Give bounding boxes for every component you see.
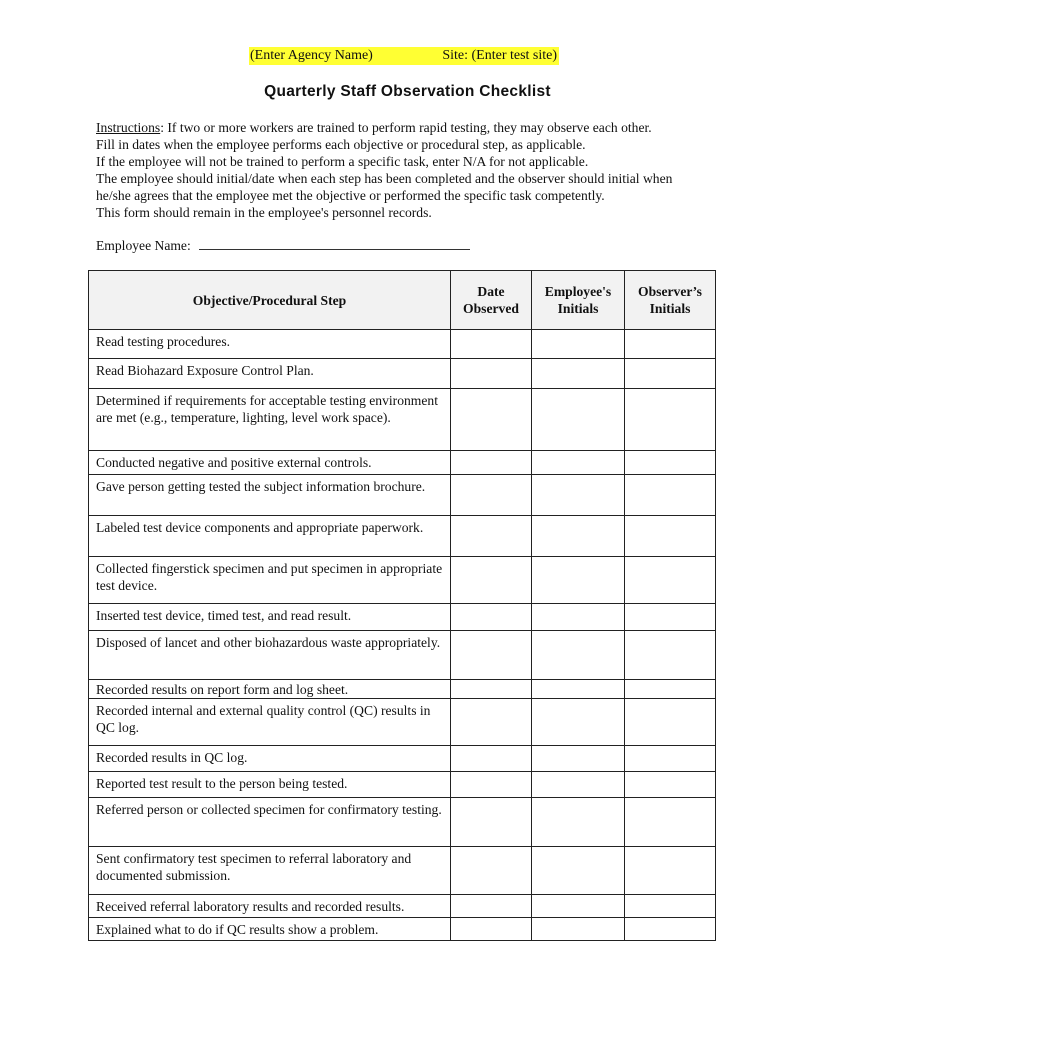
agency-name-placeholder: (Enter Agency Name) xyxy=(250,48,373,63)
instructions-line: This form should remain in the employee's personnel records. xyxy=(96,205,432,220)
instructions-label: Instructions xyxy=(96,120,161,135)
date-observed-cell[interactable] xyxy=(451,451,532,475)
step-cell: Reported test result to the person being tested. xyxy=(89,772,451,798)
agency-site-header xyxy=(249,47,559,65)
instructions-line: Fill in dates when the employee performs each objective or procedural step, as applicable. xyxy=(96,137,586,152)
observer-initials-cell[interactable] xyxy=(625,389,716,451)
table-row xyxy=(89,847,716,895)
step-cell: Recorded results on report form and log sheet. xyxy=(89,680,451,699)
observer-initials-cell[interactable] xyxy=(625,746,716,772)
date-observed-cell[interactable] xyxy=(451,680,532,699)
step-cell: Recorded internal and external quality control (QC) results in QC log. xyxy=(89,699,451,746)
header-objective-step: Objective/Procedural Step xyxy=(89,271,451,330)
step-cell: Referred person or collected specimen for confirmatory testing. xyxy=(89,798,451,847)
instructions-line: If the employee will not be trained to perform a specific task, enter N/A for not applicable. xyxy=(96,154,589,169)
employee-initials-cell[interactable] xyxy=(532,772,625,798)
header-observer-initials: Observer’s Initials xyxy=(625,271,716,330)
test-site-placeholder: Site: (Enter test site) xyxy=(442,48,558,63)
observer-initials-cell[interactable] xyxy=(625,557,716,604)
employee-initials-cell[interactable] xyxy=(532,918,625,941)
page-title: Quarterly Staff Observation Checklist xyxy=(264,83,551,100)
table-row xyxy=(89,516,716,557)
table-row xyxy=(89,330,716,359)
table-row xyxy=(89,451,716,475)
employee-initials-cell[interactable] xyxy=(532,475,625,516)
date-observed-cell[interactable] xyxy=(451,330,532,359)
employee-initials-cell[interactable] xyxy=(532,895,625,918)
date-observed-cell[interactable] xyxy=(451,772,532,798)
instructions-first-line-text: : If two or more workers are trained to perform rapid testing, they may observe each other. xyxy=(160,120,652,135)
employee-initials-cell[interactable] xyxy=(532,746,625,772)
employee-initials-cell[interactable] xyxy=(532,557,625,604)
date-observed-cell[interactable] xyxy=(451,475,532,516)
instructions-line: he/she agrees that the employee met the objective or performed the specific task competently. xyxy=(96,188,605,203)
observer-initials-cell[interactable] xyxy=(625,772,716,798)
table-row xyxy=(89,772,716,798)
observer-initials-cell[interactable] xyxy=(625,359,716,389)
date-observed-cell[interactable] xyxy=(451,699,532,746)
table-row xyxy=(89,699,716,746)
employee-initials-cell[interactable] xyxy=(532,847,625,895)
step-cell: Disposed of lancet and other biohazardous waste appropriately. xyxy=(89,631,451,680)
header-date-observed: Date Observed xyxy=(451,271,532,330)
instructions-first-line xyxy=(96,119,736,136)
step-cell: Explained what to do if QC results show a problem. xyxy=(89,918,451,941)
employee-name-label: Employee Name: xyxy=(96,238,191,253)
date-observed-cell[interactable] xyxy=(451,918,532,941)
instructions-block xyxy=(96,119,736,221)
step-cell: Labeled test device components and appropriate paperwork. xyxy=(89,516,451,557)
observer-initials-cell[interactable] xyxy=(625,895,716,918)
table-row xyxy=(89,680,716,699)
date-observed-cell[interactable] xyxy=(451,798,532,847)
date-observed-cell[interactable] xyxy=(451,516,532,557)
date-observed-cell[interactable] xyxy=(451,631,532,680)
table-row xyxy=(89,746,716,772)
employee-initials-cell[interactable] xyxy=(532,699,625,746)
employee-initials-cell[interactable] xyxy=(532,631,625,680)
table-row xyxy=(89,389,716,451)
date-observed-cell[interactable] xyxy=(451,604,532,631)
observer-initials-cell[interactable] xyxy=(625,699,716,746)
table-row xyxy=(89,557,716,604)
observer-initials-cell[interactable] xyxy=(625,798,716,847)
step-cell: Gave person getting tested the subject information brochure. xyxy=(89,475,451,516)
employee-initials-cell[interactable] xyxy=(532,359,625,389)
employee-name-field xyxy=(96,236,470,254)
table-row xyxy=(89,359,716,389)
observer-initials-cell[interactable] xyxy=(625,475,716,516)
employee-initials-cell[interactable] xyxy=(532,798,625,847)
observer-initials-cell[interactable] xyxy=(625,631,716,680)
employee-initials-cell[interactable] xyxy=(532,604,625,631)
step-cell: Read testing procedures. xyxy=(89,330,451,359)
table-header-row xyxy=(89,271,716,330)
observer-initials-cell[interactable] xyxy=(625,451,716,475)
employee-initials-cell[interactable] xyxy=(532,516,625,557)
employee-initials-cell[interactable] xyxy=(532,451,625,475)
instructions-line: The employee should initial/date when each step has been completed and the observer should initial when xyxy=(96,171,673,186)
observer-initials-cell[interactable] xyxy=(625,330,716,359)
observer-initials-cell[interactable] xyxy=(625,680,716,699)
observer-initials-cell[interactable] xyxy=(625,918,716,941)
step-cell: Sent confirmatory test specimen to referral laboratory and documented submission. xyxy=(89,847,451,895)
step-cell: Recorded results in QC log. xyxy=(89,746,451,772)
date-observed-cell[interactable] xyxy=(451,895,532,918)
employee-name-blank[interactable] xyxy=(199,236,470,250)
step-cell: Inserted test device, timed test, and read result. xyxy=(89,604,451,631)
employee-initials-cell[interactable] xyxy=(532,330,625,359)
table-row xyxy=(89,631,716,680)
table-row xyxy=(89,895,716,918)
date-observed-cell[interactable] xyxy=(451,746,532,772)
date-observed-cell[interactable] xyxy=(451,389,532,451)
table-row xyxy=(89,604,716,631)
step-cell: Collected fingerstick specimen and put specimen in appropriate test device. xyxy=(89,557,451,604)
date-observed-cell[interactable] xyxy=(451,557,532,604)
observer-initials-cell[interactable] xyxy=(625,604,716,631)
header-employee-initials: Employee's Initials xyxy=(532,271,625,330)
date-observed-cell[interactable] xyxy=(451,847,532,895)
employee-initials-cell[interactable] xyxy=(532,680,625,699)
observer-initials-cell[interactable] xyxy=(625,516,716,557)
table-row xyxy=(89,475,716,516)
observer-initials-cell[interactable] xyxy=(625,847,716,895)
table-row xyxy=(89,798,716,847)
step-cell: Conducted negative and positive external controls. xyxy=(89,451,451,475)
step-cell: Received referral laboratory results and recorded results. xyxy=(89,895,451,918)
step-cell: Read Biohazard Exposure Control Plan. xyxy=(89,359,451,389)
table-row xyxy=(89,918,716,941)
employee-initials-cell[interactable] xyxy=(532,389,625,451)
observation-checklist-table xyxy=(88,270,716,941)
step-cell: Determined if requirements for acceptable testing environment are met (e.g., temperature, lighting, level work space). xyxy=(89,389,451,451)
date-observed-cell[interactable] xyxy=(451,359,532,389)
